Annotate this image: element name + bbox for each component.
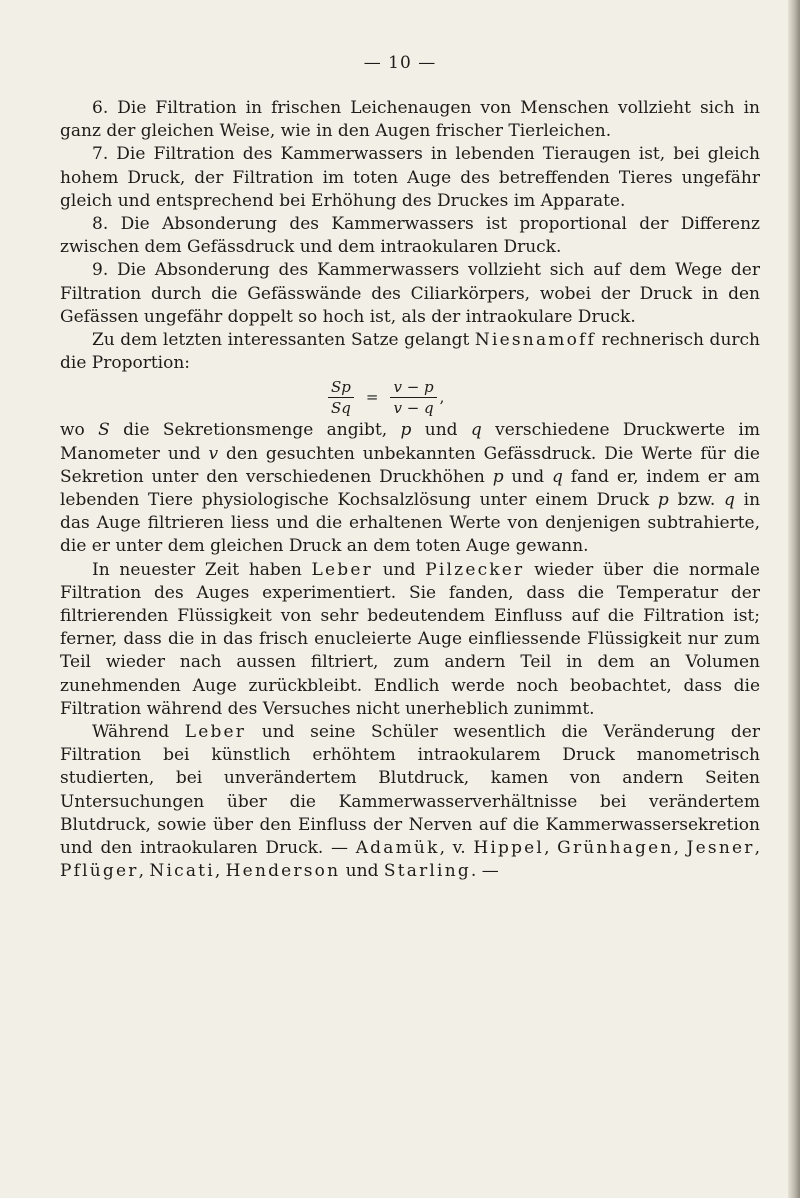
paragraph-p12 [60,559,760,721]
author-name: Grünhagen [557,838,674,859]
text-run: verschiedene Druckwerte im Manometer und [60,420,760,464]
paragraph-p9 [60,259,760,329]
formula-left-fraction [328,378,354,417]
paragraphs-after-formula [60,419,760,883]
text-run: und [372,559,426,580]
text-run: , [673,838,687,859]
text-run: , [754,838,760,859]
text-run: die Sekretionsmenge angibt, [109,420,401,441]
author-name: Hippel [473,838,545,859]
author-name: Adamük [355,838,440,859]
formula-left-denominator: Sq [331,398,351,417]
math-variable: q [724,490,735,511]
author-name: Jesner [686,838,755,859]
text-run: , [214,861,226,882]
author-name: Niesnamoff [474,330,597,351]
author-name: Pflüger [60,861,139,882]
text-run: fand er, indem er am lebenden Tiere physiologische Kochsalzlösung unter einem Druck [60,466,760,511]
math-variable: q [470,420,482,441]
paragraph-p8 [60,213,760,259]
text-run: und [340,861,384,882]
formula-right-numerator: v − p [390,378,436,398]
author-name: Henderson [225,861,341,882]
text-run: bzw. [668,490,725,511]
text-run: In neuester Zeit haben [92,559,312,580]
author-name: Nicati [149,861,215,882]
text-run: rechnerisch durch die Proportion: [60,330,760,374]
math-variable: v [208,443,219,464]
author-name: Pilzecker [425,559,525,580]
text-run: den gesuchten unbekannten Gefässdruck. Die Werte für die Sekretion unter den verschiedenen Druckhöhen [60,443,760,487]
text-run: . — [470,861,499,882]
text-run: 9. Die Absonderung des Kammerwassers vollzieht sich auf dem Wege der Filtration durch die Gefässwände des Ciliarkörpers, wobei der Druck in den Gefässen ungefähr doppelt so hoch ist, als der intraokulare Druck. [60,260,760,327]
text-run: 7. Die Filtration des Kammerwassers in lebenden Tieraugen ist, bei gleich hohem Druck, der Filtration im toten Auge des betreffenden Tieres ungefähr gleich und entsprechend bei Erhöhung des Druckes im Apparate. [60,144,760,211]
text-run: und seine Schüler wesentlich die Veränderung der Filtration bei künstlich erhöhtem intraokularem Druck manometrisch studierten, bei unverändertem Blutdruck, kamen von andern Seiten Untersuchungen über die Kammerwasserverhältnisse bei verändertem Blutdruck, sowie über den Einfluss der Nerven auf die Kammerwassersekretion und den intraokularen Druck. — [60,722,760,859]
math-variable: S [98,420,110,441]
math-variable: p [400,420,412,441]
body-text [60,97,760,884]
math-variable: q [552,466,563,487]
proportion-formula [60,375,760,419]
formula-comma: , [439,388,445,407]
paragraph-p6 [60,97,760,143]
text-run: Zu dem letzten interessanten Satze gelangt [92,330,475,351]
text-run: , v. [439,838,474,859]
paragraph-p13 [60,721,760,883]
text-run: 6. Die Filtration in frischen Leichenaugen von Menschen vollzieht sich in ganz der gleichen Weise, wie in den Augen frischer Tierleichen. [60,98,760,142]
author-name: Starling [383,861,471,882]
page-edge-shadow [788,0,800,1198]
text-run: 8. Die Absonderung des Kammerwassers ist proportional der Differenz zwischen dem Gefässdruck und dem intraokularen Druck. [60,214,760,258]
math-variable: p [657,490,669,511]
formula-left-numerator: Sp [328,378,354,398]
text-run: Während [92,722,185,743]
text-run: und [503,466,553,487]
author-name: Leber [184,722,247,743]
paragraph-p10 [60,329,760,375]
formula-right-fraction [390,378,436,417]
paragraph-p7 [60,143,760,213]
text-run: , [544,838,558,859]
page-number: — 10 — [363,53,437,73]
paragraphs-before-formula [60,97,760,375]
text-run: , [138,861,150,882]
author-name: Leber [311,559,373,580]
paragraph-p11 [60,419,760,558]
text-run: wo [60,420,99,441]
math-variable: p [492,466,504,487]
text-run: in das Auge filtrieren liess und die erhaltenen Werte von denjenigen subtrahierte, die er unter dem gleichen Druck an dem toten Auge gewann. [60,490,761,557]
text-run: und [411,420,471,441]
formula-equals: = [365,388,379,407]
formula-right-denominator: v − q [393,398,434,417]
text-run: wieder über die normale Filtration des Auges experimentiert. Sie fanden, dass die Temperatur der filtrierenden Flüssigkeit von sehr bedeutendem Einfluss auf die Filtration ist; ferner, dass die in das frisch enucleierte Auge einfliessende Flüssigkeit nur zum Teil wieder nach aussen filtriert, zum andern Teil in dem an Volumen zunehmenden Auge zurückbleibt. Endlich werde noch beobachtet, dass die Filtration während des Versuches nicht unerheblich zunimmt. [60,559,760,719]
